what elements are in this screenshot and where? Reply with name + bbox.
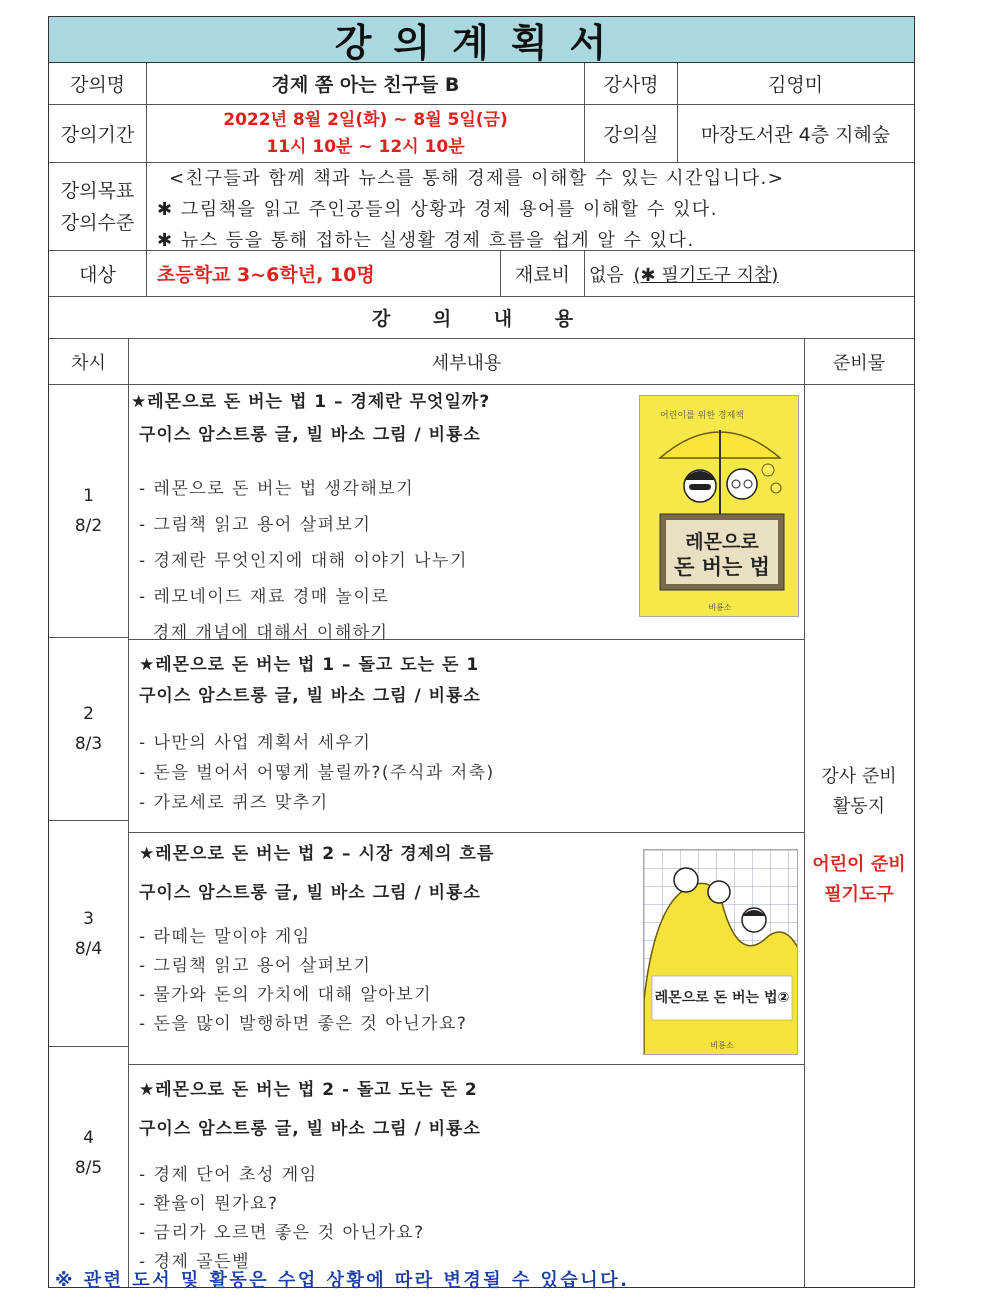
- room-value: 마장도서관 4층 지혜숲: [700, 124, 891, 146]
- lecture-plan-form: [48, 16, 915, 1288]
- book-cover-1-art: [640, 396, 799, 617]
- session-date: 8/5: [74, 1158, 103, 1178]
- goal-label: [49, 163, 147, 250]
- book-cover-2-art: [644, 850, 798, 1055]
- period-label: 강의기간: [49, 105, 147, 162]
- col-detail-header: 세부내용: [129, 339, 805, 384]
- list-item: - 레모네이드 재료 경매 놀이로: [139, 587, 390, 607]
- target-row: [49, 251, 914, 297]
- goal-label-2: 강의수준: [60, 211, 135, 234]
- list-item: - 경제란 무엇인지에 대해 이야기 나누기: [139, 551, 468, 571]
- goal-label-1: 강의목표: [60, 179, 135, 202]
- cover-1-title-line-2: 돈 버는 법: [674, 555, 770, 579]
- cover-1-publisher: 비룡소: [708, 603, 732, 612]
- section-title: 강 의 내 용: [49, 297, 914, 339]
- list-item: - 금리가 오르면 좋은 것 아닌가요?: [139, 1223, 425, 1243]
- material-note: (✱ 필기도구 지참): [633, 264, 779, 286]
- cover-2-publisher: 비룡소: [710, 1041, 734, 1050]
- session-date: 8/2: [74, 516, 103, 536]
- prep-instructor-line-1: 강사 준비: [821, 766, 897, 787]
- goal-item-1: ✱ 그림책을 읽고 주인공들의 상황과 경제 용어를 이해할 수 있다.: [157, 199, 718, 220]
- list-item: - 그림책 읽고 용어 살펴보기: [139, 515, 372, 535]
- session-title: ★레몬으로 돈 버는 법 2 – 시장 경제의 흐름: [139, 844, 495, 864]
- period-row: [49, 105, 914, 163]
- prep-child-line-2: 필기도구: [824, 884, 894, 905]
- period-value: [147, 105, 585, 162]
- session-book: 구이스 암스트롱 글, 빌 바소 그림 / 비룡소: [139, 686, 481, 706]
- course-name: 경제 쫌 아는 친구들 B: [147, 63, 585, 104]
- list-item: - 라떼는 말이야 게임: [139, 927, 311, 947]
- session-4-detail: [129, 1075, 804, 1287]
- goal-row: [49, 163, 914, 251]
- page-title: 강의계획서: [49, 17, 914, 63]
- session-detail-column: [129, 385, 805, 1287]
- session-activity-list: [131, 728, 804, 818]
- session-title: ★레몬으로 돈 버는 법 1 – 돌고 도는 돈 1: [139, 655, 480, 675]
- material-prefix: 없음: [589, 264, 624, 286]
- instructor-name: 김영미: [767, 74, 824, 96]
- col-prep-header: 준비물: [832, 352, 886, 374]
- footer-note: ※ 관련 도서 및 활동은 수업 상황에 따라 변경될 수 있습니다.: [55, 1270, 630, 1291]
- course-name-label: 강의명: [49, 63, 147, 104]
- prep-instructor-line-2: 활동지: [832, 796, 886, 817]
- prep-child-line-1: 어린이 준비: [812, 854, 906, 875]
- session-3-number: [49, 821, 128, 1047]
- list-item: - 가로세로 퀴즈 맞추기: [139, 793, 329, 813]
- book-cover-2: [643, 849, 798, 1055]
- session-3-detail: [129, 839, 804, 1065]
- book-cover-1: [639, 395, 799, 617]
- list-item: 경제 개념에 대해서 이해하기: [139, 623, 389, 643]
- session-book: 구이스 암스트롱 글, 빌 바소 그림 / 비룡소: [139, 1119, 481, 1139]
- goal-item-2: ✱ 뉴스 등을 통해 접하는 실생활 경제 흐름을 쉽게 알 수 있다.: [157, 230, 695, 251]
- goal-text: [147, 163, 913, 250]
- session-2-detail: [129, 650, 804, 833]
- session-4-number: [49, 1047, 128, 1259]
- material-value: [585, 251, 913, 296]
- session-no: 2: [83, 704, 94, 724]
- goal-intro: <친구들과 함께 책과 뉴스를 통해 경제를 이해할 수 있는 시간입니다.>: [169, 168, 785, 189]
- list-item: - 그림책 읽고 용어 살펴보기: [139, 956, 372, 976]
- session-no: 1: [83, 486, 94, 506]
- instructor-label: 강사명: [585, 63, 678, 104]
- list-item: - 환율이 뭔가요?: [139, 1194, 279, 1214]
- room-label: 강의실: [585, 105, 678, 162]
- session-number-column: [49, 385, 129, 1287]
- session-no: 3: [83, 908, 94, 929]
- material-label: 재료비: [501, 251, 585, 296]
- list-item: - 경제 골든벨: [139, 1252, 251, 1272]
- session-activity-list: [131, 1161, 804, 1277]
- list-item: - 나만의 사업 계획서 세우기: [139, 733, 372, 753]
- course-name-row: [49, 63, 914, 105]
- session-2-number: [49, 638, 128, 821]
- session-no: 4: [83, 1128, 94, 1148]
- list-item: - 돈을 벌어서 어떻게 불릴까?(주식과 저축): [139, 763, 495, 783]
- session-1-number: [49, 385, 128, 638]
- session-date: 8/4: [74, 938, 103, 959]
- session-book: 구이스 암스트롱 글, 빌 바소 그림 / 비룡소: [139, 883, 481, 903]
- cover-2-title: 레몬으로 돈 버는 법②: [654, 990, 790, 1006]
- session-book: 구이스 암스트롱 글, 빌 바소 그림 / 비룡소: [139, 425, 481, 445]
- session-title: ★레몬으로 돈 버는 법 2 - 돌고 도는 돈 2: [139, 1080, 478, 1100]
- content-body: [49, 385, 914, 1287]
- col-session-header: 차시: [49, 339, 129, 384]
- list-item: - 돈을 많이 발행하면 좋은 것 아닌가요?: [139, 1014, 468, 1034]
- list-item: - 경제 단어 초성 게임: [139, 1165, 318, 1185]
- session-1-detail: [129, 387, 804, 643]
- cover-1-title-line-1: 레몬으로: [685, 531, 759, 553]
- period-dates: 2022년 8월 2일(화) ~ 8월 5일(금): [223, 109, 508, 130]
- content-header-row: [49, 339, 914, 385]
- list-item: - 레몬으로 돈 버는 법 생각해보기: [139, 479, 415, 499]
- list-item: - 물가와 돈의 가치에 대해 알아보기: [139, 985, 433, 1005]
- target-value: 초등학교 3~6학년, 10명: [147, 251, 501, 296]
- target-label: 대상: [49, 251, 147, 296]
- session-title: ★레몬으로 돈 버는 법 1 – 경제란 무엇일까?: [131, 392, 491, 412]
- period-times: 11시 10분 ~ 12시 10분: [266, 136, 465, 157]
- session-date: 8/3: [74, 734, 103, 754]
- prep-column: [805, 385, 913, 1287]
- cover-1-top-text: 어린이를 위한 경제책: [660, 411, 744, 421]
